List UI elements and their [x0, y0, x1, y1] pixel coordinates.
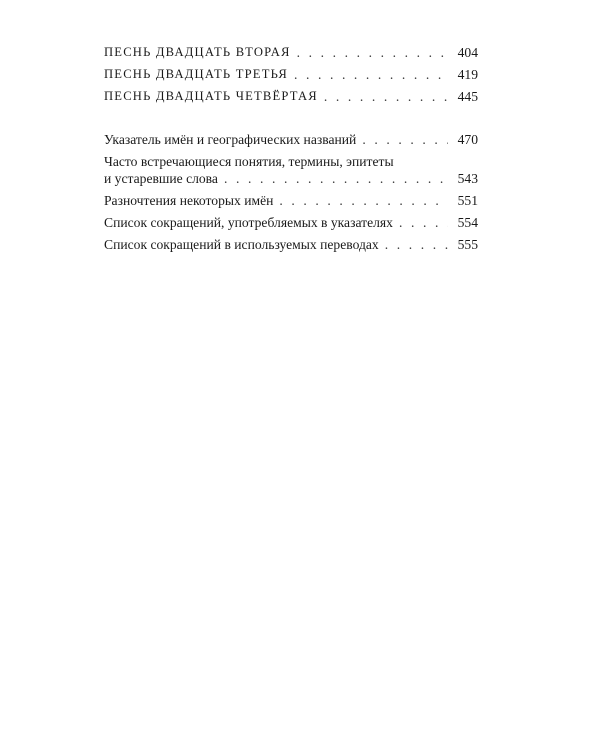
toc-entry-page: 551: [457, 193, 478, 208]
toc-entry-title-line1: Часто встречающиеся понятия, термины, эпитеты: [104, 154, 394, 169]
dot-leader: [224, 170, 448, 187]
toc-entry-page: 419: [457, 67, 478, 82]
toc-entry[interactable]: [104, 236, 478, 253]
toc-entry[interactable]: [104, 153, 478, 187]
dot-leader: [294, 66, 448, 83]
toc-entry-title: Список сокращений в используемых переводах: [104, 237, 379, 252]
toc-entry-title: Указатель имён и географических названий: [104, 132, 357, 147]
dot-leader: [297, 44, 448, 61]
toc-entry[interactable]: [104, 192, 478, 209]
dot-leader: [385, 236, 448, 253]
toc-entry-title: Список сокращений, употребляемых в указателях: [104, 215, 393, 230]
dot-leader: [279, 192, 448, 209]
toc-entry-title: ПЕСНЬ ДВАДЦАТЬ ЧЕТВЁРТАЯ: [104, 89, 318, 103]
toc-entry-title-line2: и устаревшие слова: [104, 171, 218, 186]
toc-entry[interactable]: [104, 44, 478, 61]
toc-entry-page: 555: [457, 237, 478, 252]
toc-entry[interactable]: [104, 131, 478, 148]
toc-entry[interactable]: [104, 214, 478, 231]
toc-entry-page: 554: [457, 215, 478, 230]
toc-entry-title: Разночтения некоторых имён: [104, 193, 274, 208]
toc-entry[interactable]: [104, 66, 478, 83]
dot-leader: [324, 88, 448, 105]
dot-leader: [399, 214, 448, 231]
toc-entry-title: ПЕСНЬ ДВАДЦАТЬ ТРЕТЬЯ: [104, 67, 288, 81]
cantos-list: [104, 44, 478, 105]
table-of-contents: [104, 44, 478, 258]
toc-entry-page: 445: [457, 89, 478, 104]
toc-entry-page: 404: [457, 45, 478, 60]
appendix-list: [104, 131, 478, 253]
dot-leader: [362, 131, 448, 148]
toc-entry[interactable]: [104, 88, 478, 105]
toc-entry-page: 470: [457, 132, 478, 147]
toc-entry-page: 543: [457, 171, 478, 186]
toc-entry-title: ПЕСНЬ ДВАДЦАТЬ ВТОРАЯ: [104, 45, 291, 59]
